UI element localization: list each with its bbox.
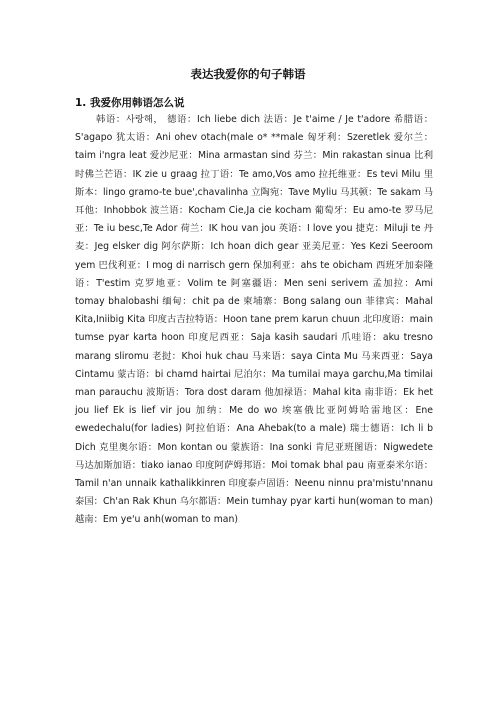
document-title: 表达我爱你的句子韩语 (190, 67, 306, 81)
section-heading: 1. 我爱你用韩语怎么说 (75, 97, 185, 109)
body-paragraph: 韩语：사랑해， 德语：Ich liebe dich 法语：Je t'aime / Je t'adore 希腊语：S'agapo 犹太语：Ani ohev otach(male o* **male 匈牙利：Szeretlek 爱尔兰：taim i'ngra leat 爱沙尼亚：Mina armastan sind 芬兰：Min rakastan sinua 比利时佛兰芒语：IK zie u graag 拉丁语：Te amo,Vos amo 拉托维亚：Es tevi Milu 里斯本：lingo gramo-te bue',chavalinha 立陶宛：Tave Myliu 马其顿：Te sakam 马耳他：Inhobbok 波兰语：Kocham Cie,Ja cie kocham 葡萄牙：Eu amo-te 罗马尼亚：Te iu besc,Te Ador 荷兰：IK hou van jou 英语：I love you 捷克：Miluji te 丹麦：Jeg elsker dig 阿尔萨斯：Ich hoan dich gear 亚美尼亚：Yes Kezi Seeroom yem 巴伐利亚：I mog di narrisch gern 保加利亚：ahs te obicham 西班牙加泰隆语：T'estim 克罗地亚：Volim te 阿塞疆语：Men seni serivem 孟加拉：Ami tomay bhalobashi 缅甸：chit pa de 柬埔寨：Bong salang oun 菲律宾：Mahal Kita,Iniibig Kita 印度古吉拉特语：Hoon tane prem karun chuun 北印度语：main tumse pyar karta hoon 印度尼西亚：Saja kasih saudari 爪哇语：aku tresno marang sliromu 老挝：Khoi huk chau 马来语：saya Cinta Mu 马来西亚：Saya Cintamu 蒙古语：bi chamd hairtai 尼泊尔：Ma tumilai maya garchu,Ma timilai man parauchu 波斯语：Tora dost daram 他加禄语：Mahal kita 南非语：Ek het jou lief Ek is lief vir jou 加纳：Me do wo 埃塞俄比亚阿姆哈雷地区：Ene ewedechalu(for ladies) 阿拉伯语：Ana Ahebak(to a male) 瑞士德语：Ich li b Dich 克里奥尔语：Mon kontan ou 蒙族语：Ina sonki 肯尼亚班图语：Nigwedete 马达加斯加语：tiako ianao 印度阿萨姆邦语：Moi tomak bhal pau 南亚泰米尔语：Tamil n'an unnaik kathalikkinren 印度泰卢固语：Neenu ninnu pra'mistu'nnanu 泰国：Ch'an Rak Khun 乌尔都语：Mein tumhay pyar karti hun(woman to man) 越南：Em ye'u anh(woman to man) (75, 114, 433, 526)
